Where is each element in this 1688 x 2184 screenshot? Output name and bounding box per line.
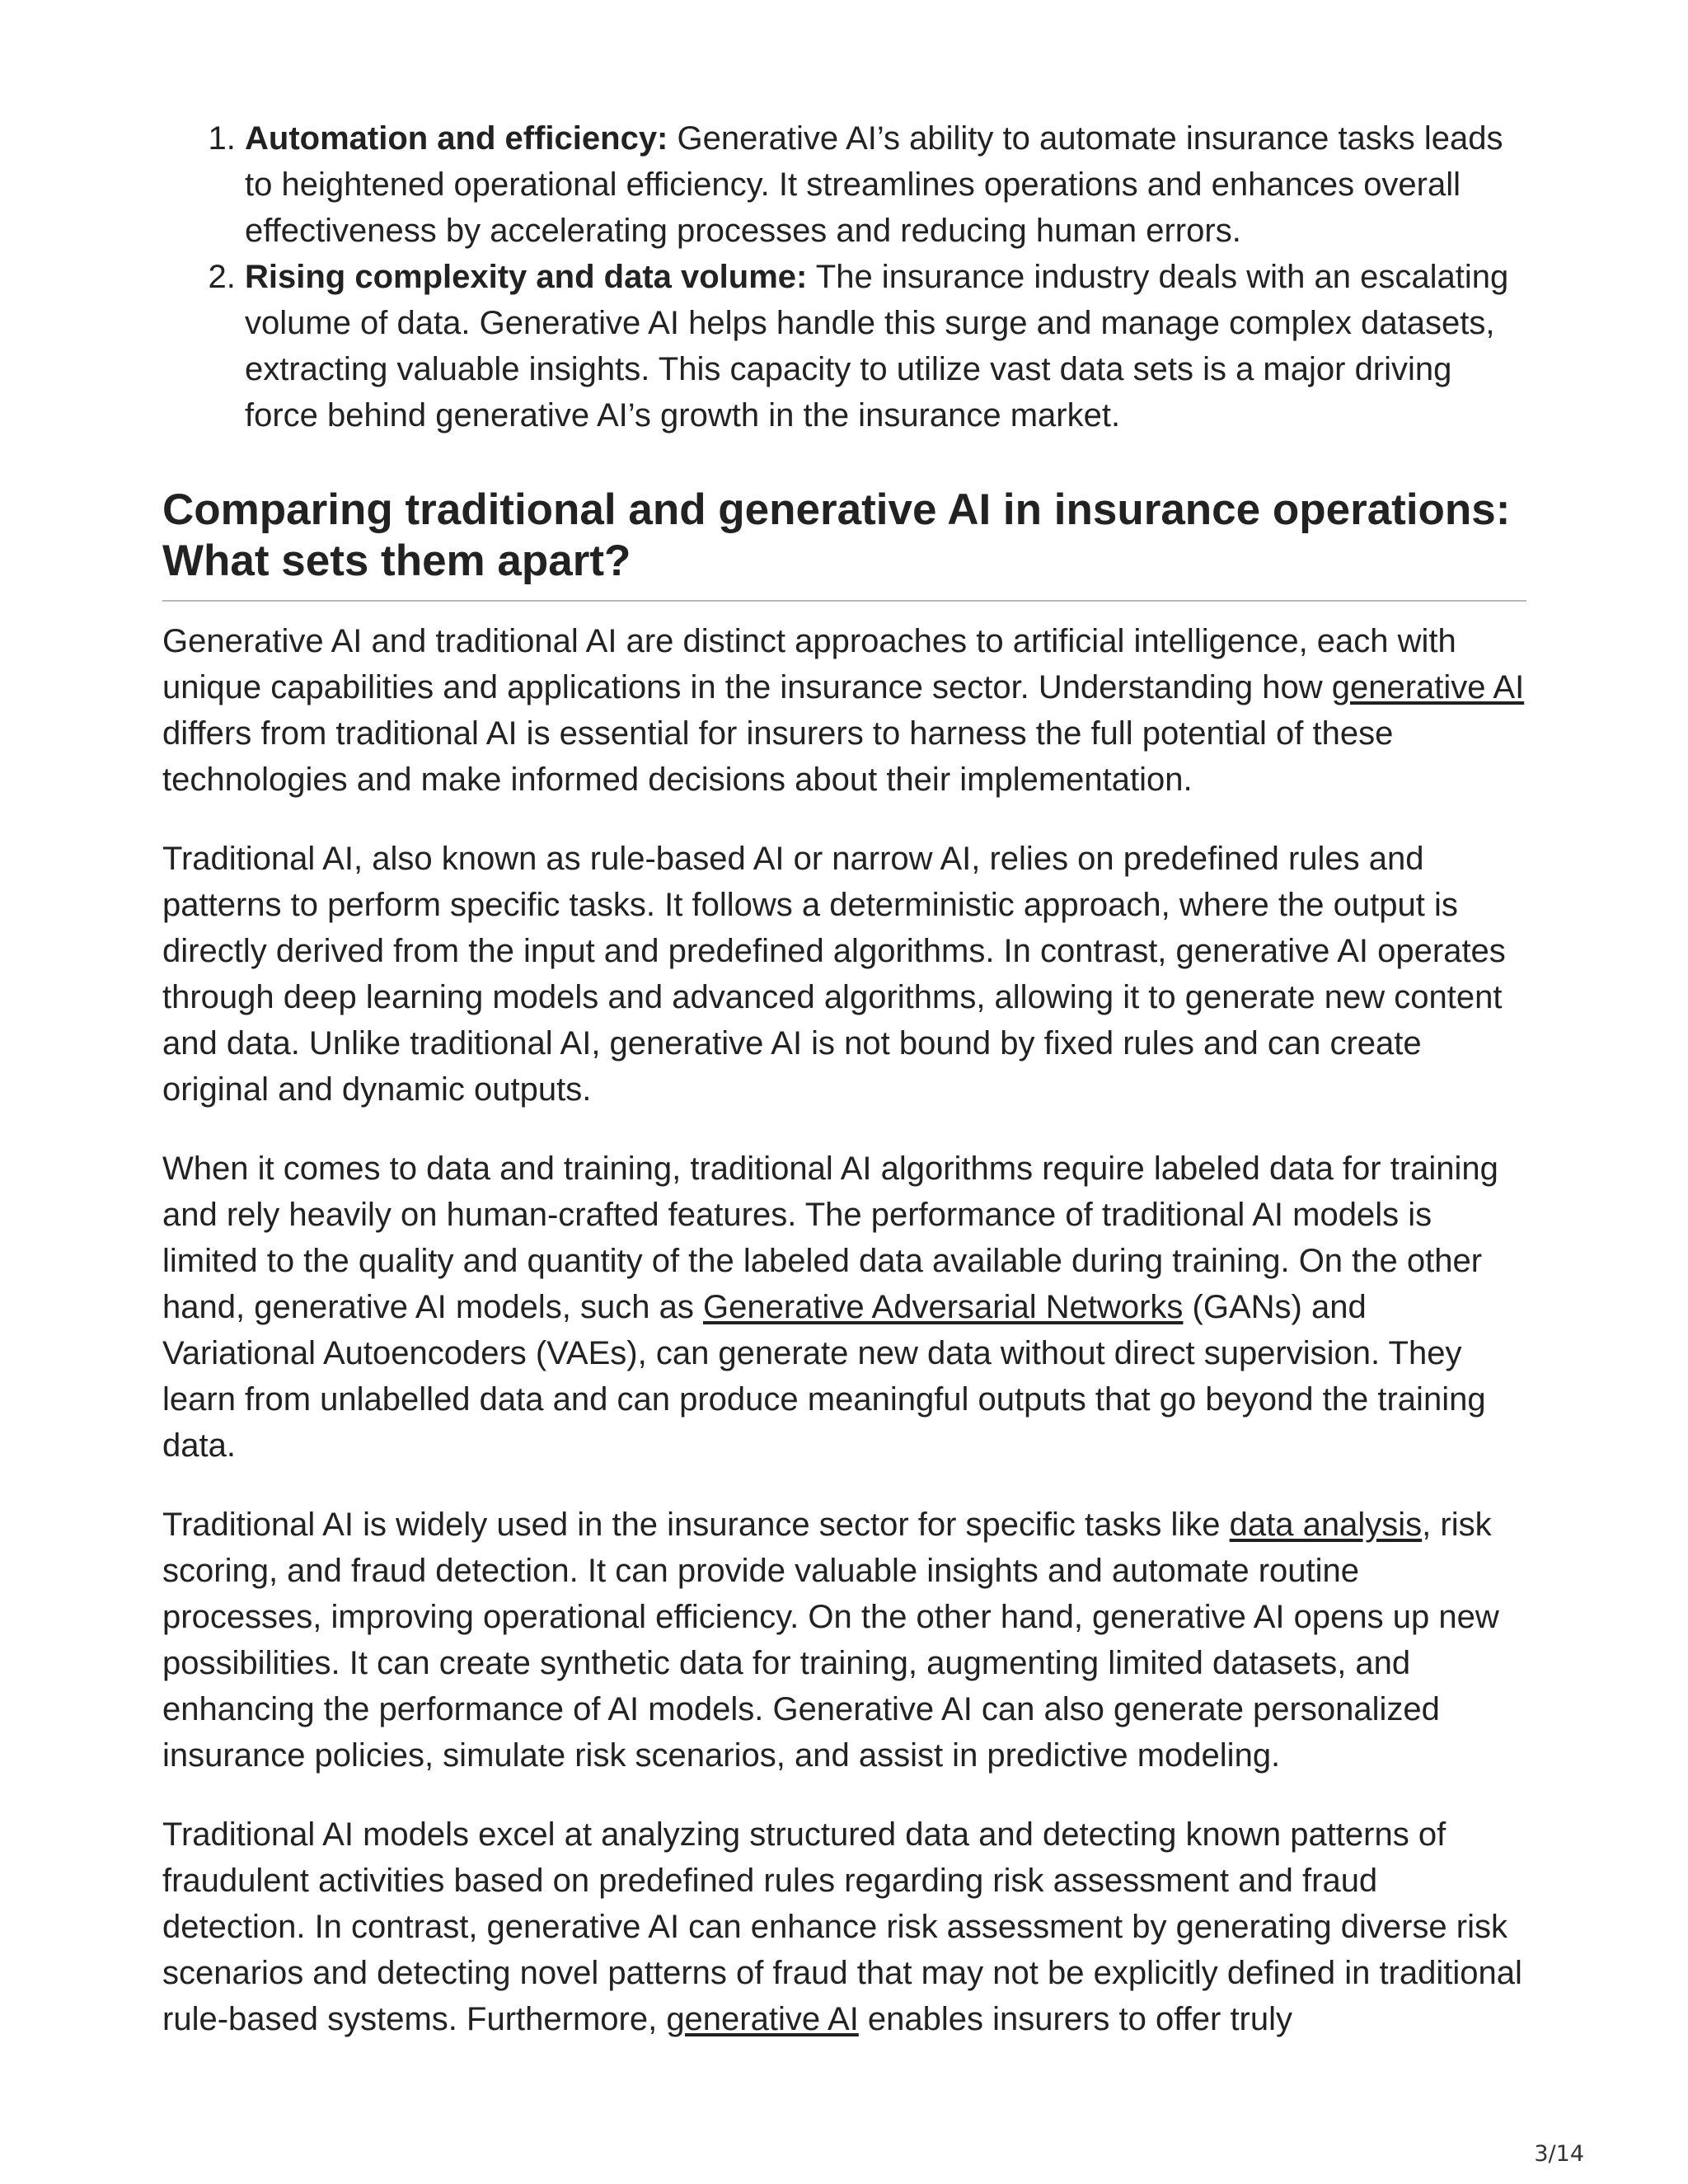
- page-number: 3/14: [1534, 2141, 1584, 2167]
- paragraph-data-training: [162, 1146, 1526, 1469]
- paragraph-intro: [162, 618, 1526, 803]
- paragraph-risk-fraud: [162, 1811, 1526, 2042]
- growth-factors-list: [162, 115, 1526, 438]
- gans-link[interactable]: Generative Adversarial Networks: [702, 1289, 1184, 1325]
- section-heading: Comparing traditional and generative AI in insurance operations: What sets them apart?: [162, 485, 1526, 602]
- paragraph-text: , risk scoring, and fraud detection. It can provide valuable insights and automate routine processes, improving operational efficiency. On the other hand, generative AI opens up new possibilities. It can create synthetic data for training, augmenting limited datasets, and enhancing the performance of AI models. Generative AI can also generate personalized insurance policies, simulate risk scenarios, and assist in predictive modeling.: [162, 1507, 1499, 1774]
- paragraph-text: Traditional AI models excel at analyzing structured data and detecting known patterns of fraudulent activities based on predefined rules regarding risk assessment and fraud detection. In contrast, generative AI can enhance risk assessment by generating diverse risk scenarios and detecting novel patterns of fraud that may not be explicitly defined in traditional rule-based systems. Furthermore,: [162, 1816, 1522, 2037]
- list-item: [245, 254, 1526, 438]
- paragraph-text: enables insurers to offer truly: [858, 2001, 1293, 2037]
- paragraph-text: differs from traditional AI is essential for insurers to harness the full potential of these technologies and make informed decisions about their implementation.: [162, 715, 1394, 798]
- list-item-term: Automation and efficiency:: [245, 120, 668, 157]
- paragraph-text: (GANs) and Variational Autoencoders (VAEs), can generate new data without direct supervision. They learn from unlabelled data and can produce meaningful outputs that go beyond the training data.: [162, 1289, 1486, 1464]
- paragraph-text: Generative AI and traditional AI are distinct approaches to artificial intelligence, each with unique capabilities and applications in the insurance sector. Understanding how: [162, 623, 1456, 705]
- paragraph-traditional-ai: Traditional AI, also known as rule-based AI or narrow AI, relies on predefined rules and patterns to perform specific tasks. It follows a deterministic approach, where the output is directly derived from the input and predefined algorithms. In contrast, generative AI operates through deep learning models and advanced algorithms, allowing it to generate new content and data. Unlike traditional AI, generative AI is not bound by fixed rules and can create original and dynamic outputs.: [162, 841, 1506, 1108]
- data-analysis-link[interactable]: data analysis: [1229, 1507, 1423, 1543]
- document-page: [162, 115, 1526, 2042]
- list-item: [245, 115, 1526, 254]
- paragraph-text: Traditional AI is widely used in the insurance sector for specific tasks like: [162, 1507, 1230, 1543]
- list-item-text: Generative AI’s ability to automate insurance tasks leads to heightened operational efficiency. It streamlines operations and enhances overall effectiveness by accelerating processes and reducing human errors.: [245, 120, 1503, 249]
- generative-ai-link-2[interactable]: generative AI: [666, 2001, 859, 2037]
- paragraph-text: When it comes to data and training, traditional AI algorithms require labeled data for training and rely heavily on human-crafted features. The performance of traditional AI models is limited to the quality and quantity of the labeled data available during training. On the other hand, generative AI models, such as: [162, 1151, 1498, 1325]
- list-item-term: Rising complexity and data volume:: [245, 259, 808, 295]
- generative-ai-link[interactable]: generative AI: [1331, 669, 1525, 705]
- list-item-text: The insurance industry deals with an escalating volume of data. Generative AI helps handle this surge and manage complex datasets, extracting valuable insights. This capacity to utilize vast data sets is a major driving force behind generative AI’s growth in the insurance market.: [245, 259, 1509, 434]
- paragraph-use-cases: [162, 1502, 1526, 1779]
